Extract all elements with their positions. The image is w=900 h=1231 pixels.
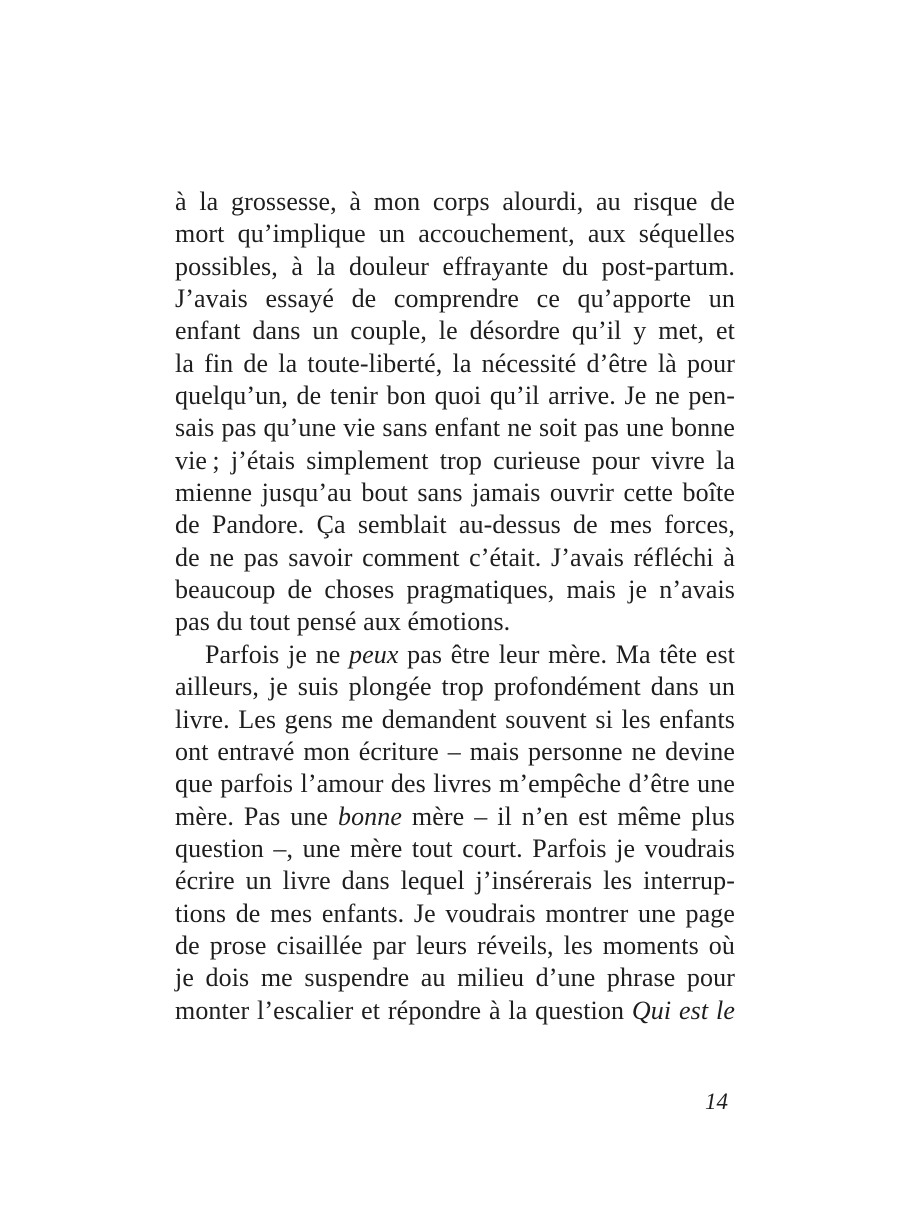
text-line — [175, 801, 735, 833]
italic-text-run: bonne — [337, 801, 403, 831]
text-line — [175, 348, 735, 380]
italic-text-run: Qui est le — [631, 995, 735, 1025]
text-run: je dois me suspendre au milieu d’une phrase pour — [175, 963, 735, 993]
text-line — [175, 380, 735, 412]
text-line — [175, 995, 735, 1027]
text-line — [175, 962, 735, 994]
text-run: mère. Pas une — [175, 801, 338, 831]
text-run: pas du tout pensé aux émotions. — [175, 607, 511, 637]
text-run: vie ; j’étais simplement trop curieuse pour vivre la — [175, 445, 735, 475]
text-line — [175, 574, 735, 606]
text-line — [175, 930, 735, 962]
text-run: livre. Les gens me demandent souvent si les enfants — [175, 704, 735, 734]
italic-text-run: peux — [348, 639, 399, 669]
text-line — [175, 218, 735, 250]
text-run: enfant dans un couple, le désordre qu’il y met, et — [175, 316, 735, 346]
text-run: mère – il n’en est même plus — [402, 801, 735, 831]
text-run: de prose cisaillée par leurs réveils, les moments où — [175, 930, 735, 960]
text-run: Parfois je ne — [205, 639, 349, 669]
text-run: question –, une mère tout court. Parfois je voudrais — [175, 833, 735, 863]
text-run: de ne pas savoir comment c’était. J’avais réfléchi à — [175, 542, 735, 572]
text-run: ont entravé mon écriture – mais personne ne devine — [175, 736, 735, 766]
text-line — [175, 865, 735, 897]
text-line — [175, 477, 735, 509]
text-line — [175, 542, 735, 574]
text-run: la fin de la toute-liberté, la nécessité d’être là pour — [175, 348, 735, 378]
text-line — [175, 898, 735, 930]
text-line — [175, 315, 735, 347]
text-run: J’avais essayé de comprendre ce qu’apporte un — [175, 284, 735, 314]
body-text — [175, 186, 735, 1027]
text-line — [175, 412, 735, 444]
text-run: possibles, à la douleur effrayante du post-partum. — [175, 251, 735, 281]
text-run: à la grossesse, à mon corps alourdi, au risque de — [175, 187, 735, 216]
text-run: ailleurs, je suis plongée trop profondément dans un — [175, 672, 735, 702]
text-line — [175, 186, 735, 218]
text-line — [175, 671, 735, 703]
text-run: tions de mes enfants. Je voudrais montrer une page — [175, 898, 735, 928]
text-line — [175, 509, 735, 541]
text-run: pas être leur mère. Ma tête est — [398, 639, 735, 669]
text-line — [175, 606, 735, 638]
text-line — [175, 768, 735, 800]
text-run: beaucoup de choses pragmatiques, mais je n’avais — [175, 575, 735, 605]
text-line — [175, 445, 735, 477]
text-run: sais pas qu’une vie sans enfant ne soit pas une bonne — [175, 413, 735, 443]
text-run: quelqu’un, de tenir bon quoi qu’il arrive. Je ne pen- — [175, 381, 735, 411]
text-line — [175, 251, 735, 283]
text-run: que parfois l’amour des livres m’empêche d’être une — [175, 769, 735, 799]
text-run: mienne jusqu’au bout sans jamais ouvrir cette boîte — [175, 478, 735, 508]
text-line — [175, 833, 735, 865]
text-run: mort qu’implique un accouchement, aux séquelles — [175, 219, 735, 249]
text-run: de Pandore. Ça semblait au-dessus de mes forces, — [175, 510, 735, 540]
text-line — [175, 736, 735, 768]
text-line — [175, 283, 735, 315]
text-run: monter l’escalier et répondre à la question — [175, 995, 632, 1025]
text-line — [175, 639, 735, 671]
text-line — [175, 704, 735, 736]
page-number: 14 — [705, 1089, 728, 1114]
text-run: écrire un livre dans lequel j’insérerais les interrup- — [175, 866, 735, 896]
